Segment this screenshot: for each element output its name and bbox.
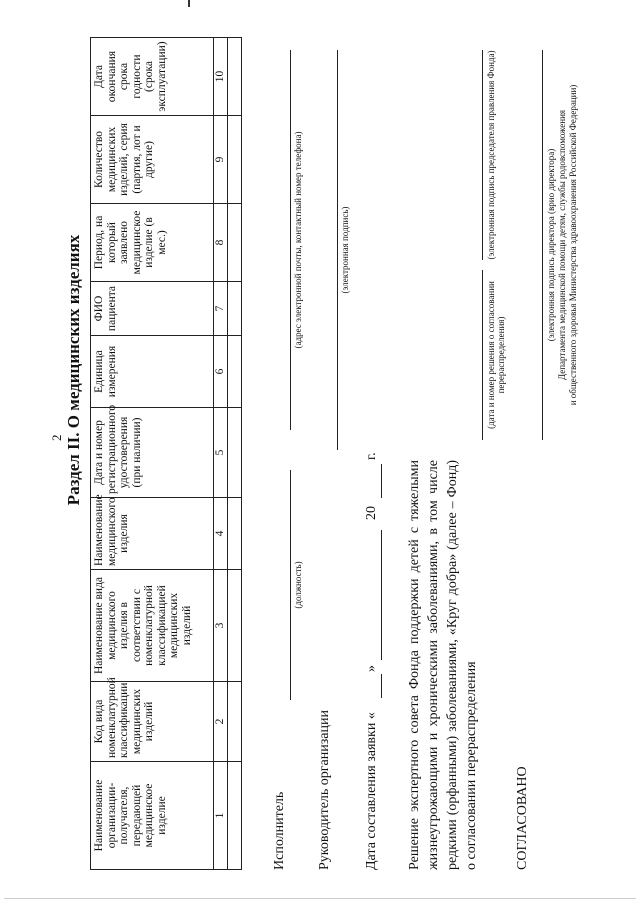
date-middle: »	[364, 665, 379, 672]
col-number: 10	[214, 38, 228, 116]
header-org: Наименование организации-получателя, передающей медицинское изделие	[91, 762, 214, 870]
executor-contacts-caption: (адрес электронной почты, контактный номер телефона)	[293, 131, 303, 349]
decision-date-caption: (дата и номер решения о согласовании перераспределения)	[486, 281, 506, 429]
section-title: Раздел II. О медицинских изделиях	[64, 234, 83, 506]
col-number: 5	[214, 408, 228, 498]
date-day-line[interactable]	[381, 674, 382, 698]
table-cell[interactable]	[228, 682, 242, 762]
col-number: 2	[214, 682, 228, 762]
director-caption-2: Департамента медицинской помощи детям, службы родовспоможения	[557, 109, 567, 381]
header-kind: Наименование вида медицинского изделия в соответствии с номенклатурной классификацией медицинских изделий	[91, 570, 214, 682]
table-cell[interactable]	[228, 762, 242, 870]
table-cell[interactable]	[228, 204, 242, 282]
table-cell[interactable]	[228, 408, 242, 498]
header-registration: Дата и номер регистрационного удостоверения (при наличии)	[91, 408, 214, 498]
director-signature-line[interactable]	[542, 50, 543, 440]
director-caption-3: и общественного здоровья Министерства здравоохранения Российской Федерации)	[568, 84, 578, 406]
date-year-suffix: г.	[364, 452, 379, 460]
executor-label: Исполнитель	[272, 791, 287, 870]
col-number: 6	[214, 336, 228, 408]
col-number: 3	[214, 570, 228, 682]
header-expiry: Дата окончания срока годности (срока эксплуатации)	[91, 38, 214, 116]
header-unit: Единица измерения	[91, 336, 214, 408]
executor-position-line[interactable]	[290, 470, 291, 700]
scan-edge	[4, 898, 636, 899]
date-prefix: Дата составления заявки «	[364, 712, 379, 870]
table-cell[interactable]	[228, 282, 242, 336]
decision-text: Решение экспертного совета Фонда поддержки детей с тяжелыми жизнеугрожающими и хроническими заболеваниями, в том числе редкими (орфанными) заболеваниями, «Круг добра» (далее – Фонд) о согласовании перераспределения	[407, 460, 479, 870]
medical-items-table	[90, 37, 242, 870]
col-number: 4	[214, 498, 228, 570]
executor-contacts-line[interactable]	[290, 50, 291, 430]
col-number: 1	[214, 762, 228, 870]
decision-date-line[interactable]	[482, 270, 483, 440]
header-name: Наименование медицинского изделия	[91, 498, 214, 570]
col-number: 8	[214, 204, 228, 282]
chair-signature-caption: (электронная подпись председателя правления Фонда)	[486, 50, 496, 260]
head-signature-caption: (электронная подпись)	[340, 206, 350, 294]
col-number: 9	[214, 116, 228, 204]
date-year-prefix: 20	[364, 506, 379, 520]
table-cell[interactable]	[228, 570, 242, 682]
rotated-page	[10, 10, 610, 870]
head-signature-line[interactable]	[337, 50, 338, 450]
header-patient: ФИО пациента	[91, 282, 214, 336]
director-caption-1: (электронная подпись директора (врио директора)	[546, 148, 556, 342]
header-period: Период, на который заявлено медицинское изделие (в мес.)	[91, 204, 214, 282]
table-cell[interactable]	[228, 336, 242, 408]
header-code: Код вида номенклатурной классификации медицинских изделий	[91, 682, 214, 762]
table-cell[interactable]	[228, 116, 242, 204]
page-number: 2	[49, 434, 64, 441]
header-quantity: Количество медицинских изделий, серия (партия, лот и другие)	[91, 116, 214, 204]
table-cell[interactable]	[228, 38, 242, 116]
table-cell[interactable]	[228, 498, 242, 570]
head-label: Руководитель организации	[317, 710, 332, 870]
date-month-line[interactable]	[381, 530, 382, 660]
date-year-line[interactable]	[381, 464, 382, 498]
approved-label: СОГЛАСОВАНО	[515, 766, 530, 870]
executor-position-caption: (должность)	[293, 561, 303, 609]
scan-mark	[188, 0, 190, 7]
col-number: 7	[214, 282, 228, 336]
chair-signature-line[interactable]	[482, 50, 483, 260]
